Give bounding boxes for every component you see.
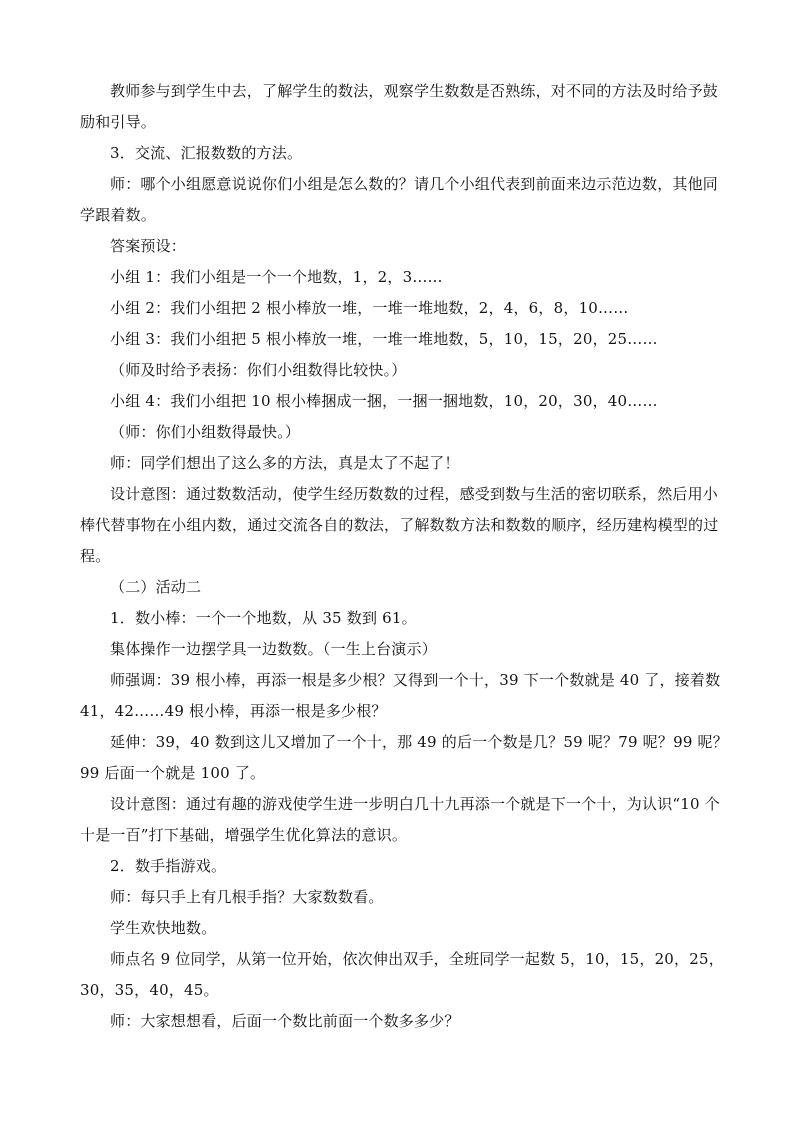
paragraph-16: 师强调：39 根小棒，再添一根是多少根？又得到一个十，39 下一个数就是 40 了，接着数 41，42……49 根小棒，再添一根是多少根？ [80, 671, 721, 720]
paragraph-11: 师：同学们想出了这么多的方法，真是太了不起了！ [110, 454, 460, 472]
paragraph-4: 答案预设： [110, 237, 187, 255]
paragraph-14: 1．数小棒：一个一个地数，从 35 数到 61。 [110, 609, 417, 627]
paragraph-22: 师点名 9 位同学，从第一位开始，依次伸出双手，全班同学一起数 5，10，15，20，25，30，35，40，45。 [80, 950, 724, 999]
paragraph-12: 设计意图：通过数数活动，使学生经历数数的过程，感受到数与生活的密切联系，然后用小棒代替事物在小组内数，通过交流各自的数法，了解数数方法和数数的顺序，经历建构模型的过程。 [80, 485, 719, 565]
paragraph-19: 2．数手指游戏。 [110, 857, 227, 875]
paragraph-1: 教师参与到学生中去，了解学生的数法，观察学生数数是否熟练，对不同的方法及时给予鼓励和引导。 [80, 82, 719, 131]
paragraph-9: 小组 4：我们小组把 10 根小棒捆成一捆，一捆一捆地数，10，20，30，40…… [110, 392, 658, 410]
paragraph-10: （师：你们小组数得最快。） [110, 423, 301, 441]
paragraph-21: 学生欢快地数。 [110, 919, 217, 937]
paragraph-23: 师：大家想想看，后面一个数比前面一个数多多少？ [110, 1012, 460, 1030]
paragraph-7: 小组 3：我们小组把 5 根小棒放一堆，一堆一堆地数，5，10，15，20，25…… [110, 330, 658, 348]
document-body [80, 76, 730, 1037]
paragraph-15: 集体操作一边摆学具一边数数。（一生上台演示） [110, 640, 437, 658]
paragraph-17: 延伸：39，40 数到这儿又增加了一个十，那 49 的后一个数是几？59 呢？79 呢？99 呢？99 后面一个就是 100 了。 [80, 733, 728, 782]
paragraph-2: 3．交流、汇报数数的方法。 [110, 144, 303, 162]
paragraph-6: 小组 2：我们小组把 2 根小棒放一堆，一堆一堆地数，2，4，6，8，10…… [110, 299, 629, 317]
paragraph-5: 小组 1：我们小组是一个一个地数，1，2，3…… [110, 268, 443, 286]
paragraph-13: （二）活动二 [110, 578, 202, 596]
paragraph-8: （师及时给予表扬：你们小组数得比较快。） [110, 361, 407, 379]
paragraph-3: 师：哪个小组愿意说说你们小组是怎么数的？请几个小组代表到前面来边示范边数，其他同学跟着数。 [80, 175, 719, 224]
paragraph-18: 设计意图：通过有趣的游戏使学生进一步明白几十九再添一个就是下一个十，为认识“10 个十是一百”打下基础，增强学生优化算法的意识。 [80, 795, 720, 844]
paragraph-20: 师：每只手上有几根手指？大家数数看。 [110, 888, 384, 906]
